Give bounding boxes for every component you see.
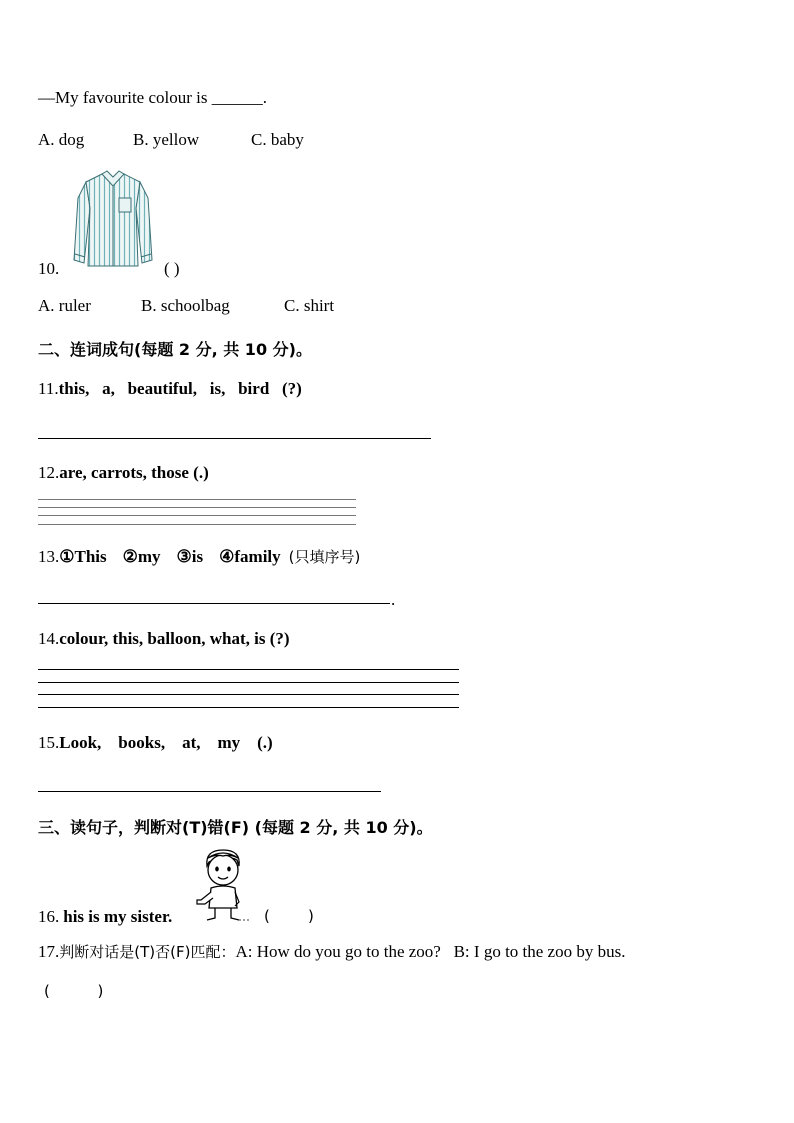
q11 — [38, 379, 302, 399]
q17-number: 17. — [38, 942, 60, 961]
q9-option-a: A. dog — [38, 130, 85, 149]
q15-answer-line[interactable] — [38, 791, 381, 792]
q10-number: 10. — [38, 259, 60, 278]
q11-words: this, a, beautiful, is, bird (?) — [58, 379, 302, 398]
q13-number: 13. — [38, 547, 60, 566]
q10-option-b: B. schoolbag — [141, 296, 230, 315]
section-2-heading: 二、连词成句(每题 2 分, 共 10 分)。 — [38, 340, 312, 359]
q13-end-mark: . — [391, 590, 396, 609]
q10-paren: ( ) — [164, 259, 180, 278]
q14-number: 14. — [38, 629, 60, 648]
q13-item-1: ①This — [59, 547, 107, 566]
q9-option-c: C. baby — [251, 130, 304, 149]
q13-item-4: ④family — [219, 547, 281, 566]
q9-stem: —My favourite colour is ______. — [38, 88, 267, 107]
q15-number: 15. — [38, 733, 60, 752]
q13-note: (只填序号) — [288, 548, 361, 566]
q17-answer-paren[interactable]: ( ) — [44, 982, 104, 1000]
boy-picture — [193, 846, 253, 922]
q9-option-b: B. yellow — [133, 130, 200, 149]
q14-words: colour, this, balloon, what, is (?) — [59, 629, 290, 648]
section-3-heading: 三、读句子，判断对(T)错(F) (每题 2 分, 共 10 分)。 — [38, 818, 433, 837]
q12-number: 12. — [38, 463, 60, 482]
q14 — [38, 629, 290, 649]
q13-item-3: ③is — [176, 547, 204, 566]
q16-sentence: his is my sister. — [63, 907, 173, 926]
q11-answer-line[interactable] — [38, 438, 431, 439]
q11-number: 11. — [38, 379, 59, 398]
q12-words: are, carrots, those (.) — [59, 463, 209, 482]
q15-words: Look, books, at, my (.) — [59, 733, 273, 752]
q13 — [38, 546, 360, 567]
q10-option-a: A. ruler — [38, 296, 91, 315]
q13-item-2: ②my — [122, 547, 161, 566]
q13-answer-line[interactable] — [38, 603, 390, 604]
q17-prompt: 判断对话是(T)否(F)匹配： — [59, 943, 236, 961]
q17-dialog: A: How do you go to the zoo? B: I go to the zoo by bus. — [235, 942, 626, 961]
q16 — [38, 907, 172, 927]
q16-answer-paren[interactable]: ( ) — [264, 907, 314, 925]
q17 — [38, 941, 625, 962]
q12 — [38, 463, 209, 483]
q15 — [38, 733, 273, 753]
q10-option-c: C. shirt — [284, 296, 335, 315]
q16-number: 16. — [38, 907, 60, 926]
shirt-picture — [72, 168, 154, 270]
